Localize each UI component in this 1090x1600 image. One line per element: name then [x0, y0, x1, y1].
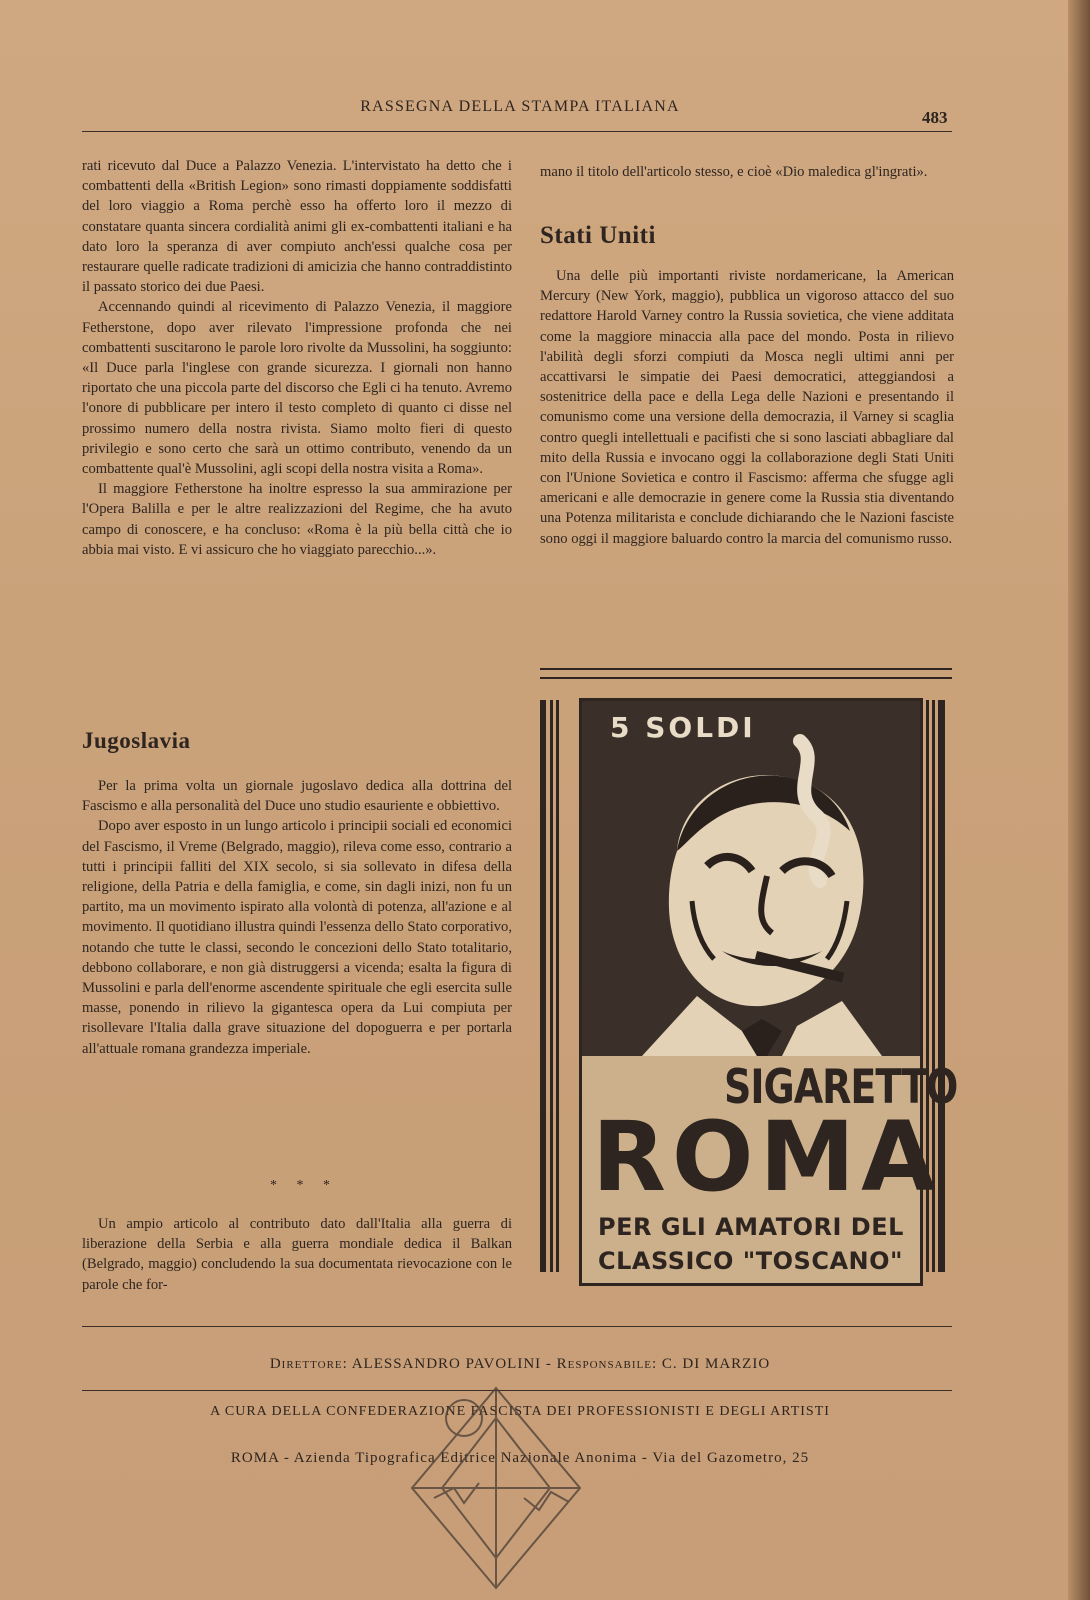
footer-publisher: A CURA DELLA CONFEDERAZIONE FASCISTA DEI PROFESSIONISTI E DEGLI ARTISTI [210, 1404, 830, 1419]
brand-name: ROMA [592, 1101, 942, 1213]
footer-directors: Direttore: ALESSANDRO PAVOLINI - Responsabile: C. DI MARZIO [269, 1356, 771, 1372]
paragraph: Una delle più importanti riviste nordamericane, la American Mercury (New York, maggio), pubblica un vigoroso attacco del suo redattore Harold Varney contro la Russia sovietica, che viene additata come la maggiore minaccia alla pace del mondo. Posta in rilievo l'abilità degli sforzi compiuti da Mosca negli ultimi anni per accattivarsi le simpatie dei Paesi democratici, atteggiandosi a sostenitrice della pace e della Lega delle Nazioni e presentando il comunismo come una versione della democrazia, il Varney si scaglia contro quegli intellettuali e pacifisti che si sono lasciati abbagliare dal mito della Russia e invocano oggi la collaborazione degli Stati Uniti con l'Unione Sovietica e contro il Fascismo: afferma che sfugge agli americani e alle democrazie in genere come la Russia stia diventando una Potenza militarista e conclude dichiarando che le Nazioni fasciste sono oggi il maggiore baluardo contro la marcia del comunismo russo. [540, 268, 954, 547]
paragraph: Per la prima volta un giornale jugoslavo dedica alla dottrina del Fascismo e alla personalità del Duce uno studio esauriente e obbiettivo. [82, 778, 512, 815]
ad-illustration-panel [582, 701, 920, 1056]
library-stamp-icon [404, 1378, 588, 1600]
double-rule [540, 668, 952, 679]
paragraph: Accennando quindi al ricevimento di Palazzo Venezia, il maggiore Fetherstone, dopo aver rilevato l'impressione profonda che nei combattenti suscitarono le parole loro rivolte da Mussolini, ha soggiunto: «Il Duce parla l'inglese con grande sicurezza. I giornali non hanno riportato che una piccola parte del discorso che Egli ci ha tenuto. Avremo l'onore di pubblicare per intero il testo completo di quanto ci disse nel prossimo numero della nostra rivista. Siamo molto fieri di questo privilegio e sono certo che sarà un ottimo contributo, venendo da un combattente qual'è Mussolini, agli scopi della nostra visita a Roma». [82, 299, 512, 478]
paragraph: Dopo aver esposto in un lungo articolo i principii sociali ed economici del Fascismo, il Vreme (Belgrado, maggio), rileva come esso, contrario a tutti i principii falliti del XIX secolo, si sia sollevato in difesa della religione, della Patria e della famiglia, e come, sin dagli inizi, non fu un partito, ma un movimento ispirato alla volontà di potenza, all'azione e al movimento. Il quotidiano illustra quindi l'essenza dello Stato corporativo, notando che tutte le classi, secondo le concezioni dello Stato totalitario, debbono collaborare, e non già distruggersi a vicenda; esalta la figura di Mussolini e parla dell'enorme ascendente spirituale che egli esercita sulle masse, ponendo in rilievo la gigantesca opera da Lui compiuta per risollevare l'Italia dalla grave situazione del dopoguerra e per portarla all'attuale romana grandezza imperiale. [82, 818, 512, 1057]
section-title-stati-uniti: Stati Uniti [540, 222, 656, 249]
paragraph: Il maggiore Fetherstone ha inoltre espresso la sua ammirazione per l'Opera Balilla e per le altre realizzazioni del Regime, che ha avuto campo di conoscere, e ha concluso: «Roma è la più bella città che io abbia mai visto. E vi assicuro che ho viaggiato parecchio...». [82, 481, 512, 558]
right-column [540, 162, 954, 182]
book-spine [1068, 0, 1090, 1600]
cigar-advertisement [579, 698, 958, 1286]
section-title-jugoslavia: Jugoslavia [82, 728, 191, 753]
tagline-line-2: CLASSICO "TOSCANO" [598, 1247, 904, 1275]
product-line: SIGARETTO [724, 1059, 958, 1114]
paragraph: rati ricevuto dal Duce a Palazzo Venezia. L'intervistato ha detto che i combattenti della «British Legion» sono rimasti doppiamente soddisfatti del loro viaggio a Roma perchè esso ha offerto loro il mezzo di constatare quanta sincera cordialità animi gli ex-combattenti italiani e ha dato loro la speranza di aver compiuto anch'essi qualche cosa per restaurare quelle radicate tradizioni di amicizia che hanno contraddistinto il passato storico dei due Paesi. [82, 158, 512, 296]
footer-printer: ROMA - Azienda Tipografica Editrice Nazionale Anonima - Via del Gazometro, 25 [230, 1450, 810, 1466]
header-rule [82, 131, 952, 132]
left-column [82, 156, 512, 560]
continuation-paragraph: mano il titolo dell'articolo stesso, e cioè «Dio maledica gl'ingrati». [540, 164, 928, 180]
ad-border-left [540, 700, 560, 1272]
price-label: 5 SOLDI [610, 711, 756, 744]
tagline-line-1: PER GLI AMATORI DEL [598, 1213, 904, 1241]
paragraph: Un ampio articolo al contributo dato dall'Italia alla guerra di liberazione della Serbia e alla guerra mondiale dedica il Balkan (Belgrado, maggio) concludendo la sua documentata rievocazione con le parole che for- [82, 1216, 512, 1293]
stati-uniti-text [540, 266, 954, 549]
balkan-text [82, 1214, 512, 1295]
smoking-man-illustration [582, 701, 920, 1056]
page-number: 483 [922, 108, 948, 127]
footer-rule [82, 1326, 952, 1327]
jugoslavia-text [82, 776, 512, 1059]
section-separator: * * * [270, 1178, 338, 1193]
running-title: RASSEGNA DELLA STAMPA ITALIANA [360, 98, 680, 115]
